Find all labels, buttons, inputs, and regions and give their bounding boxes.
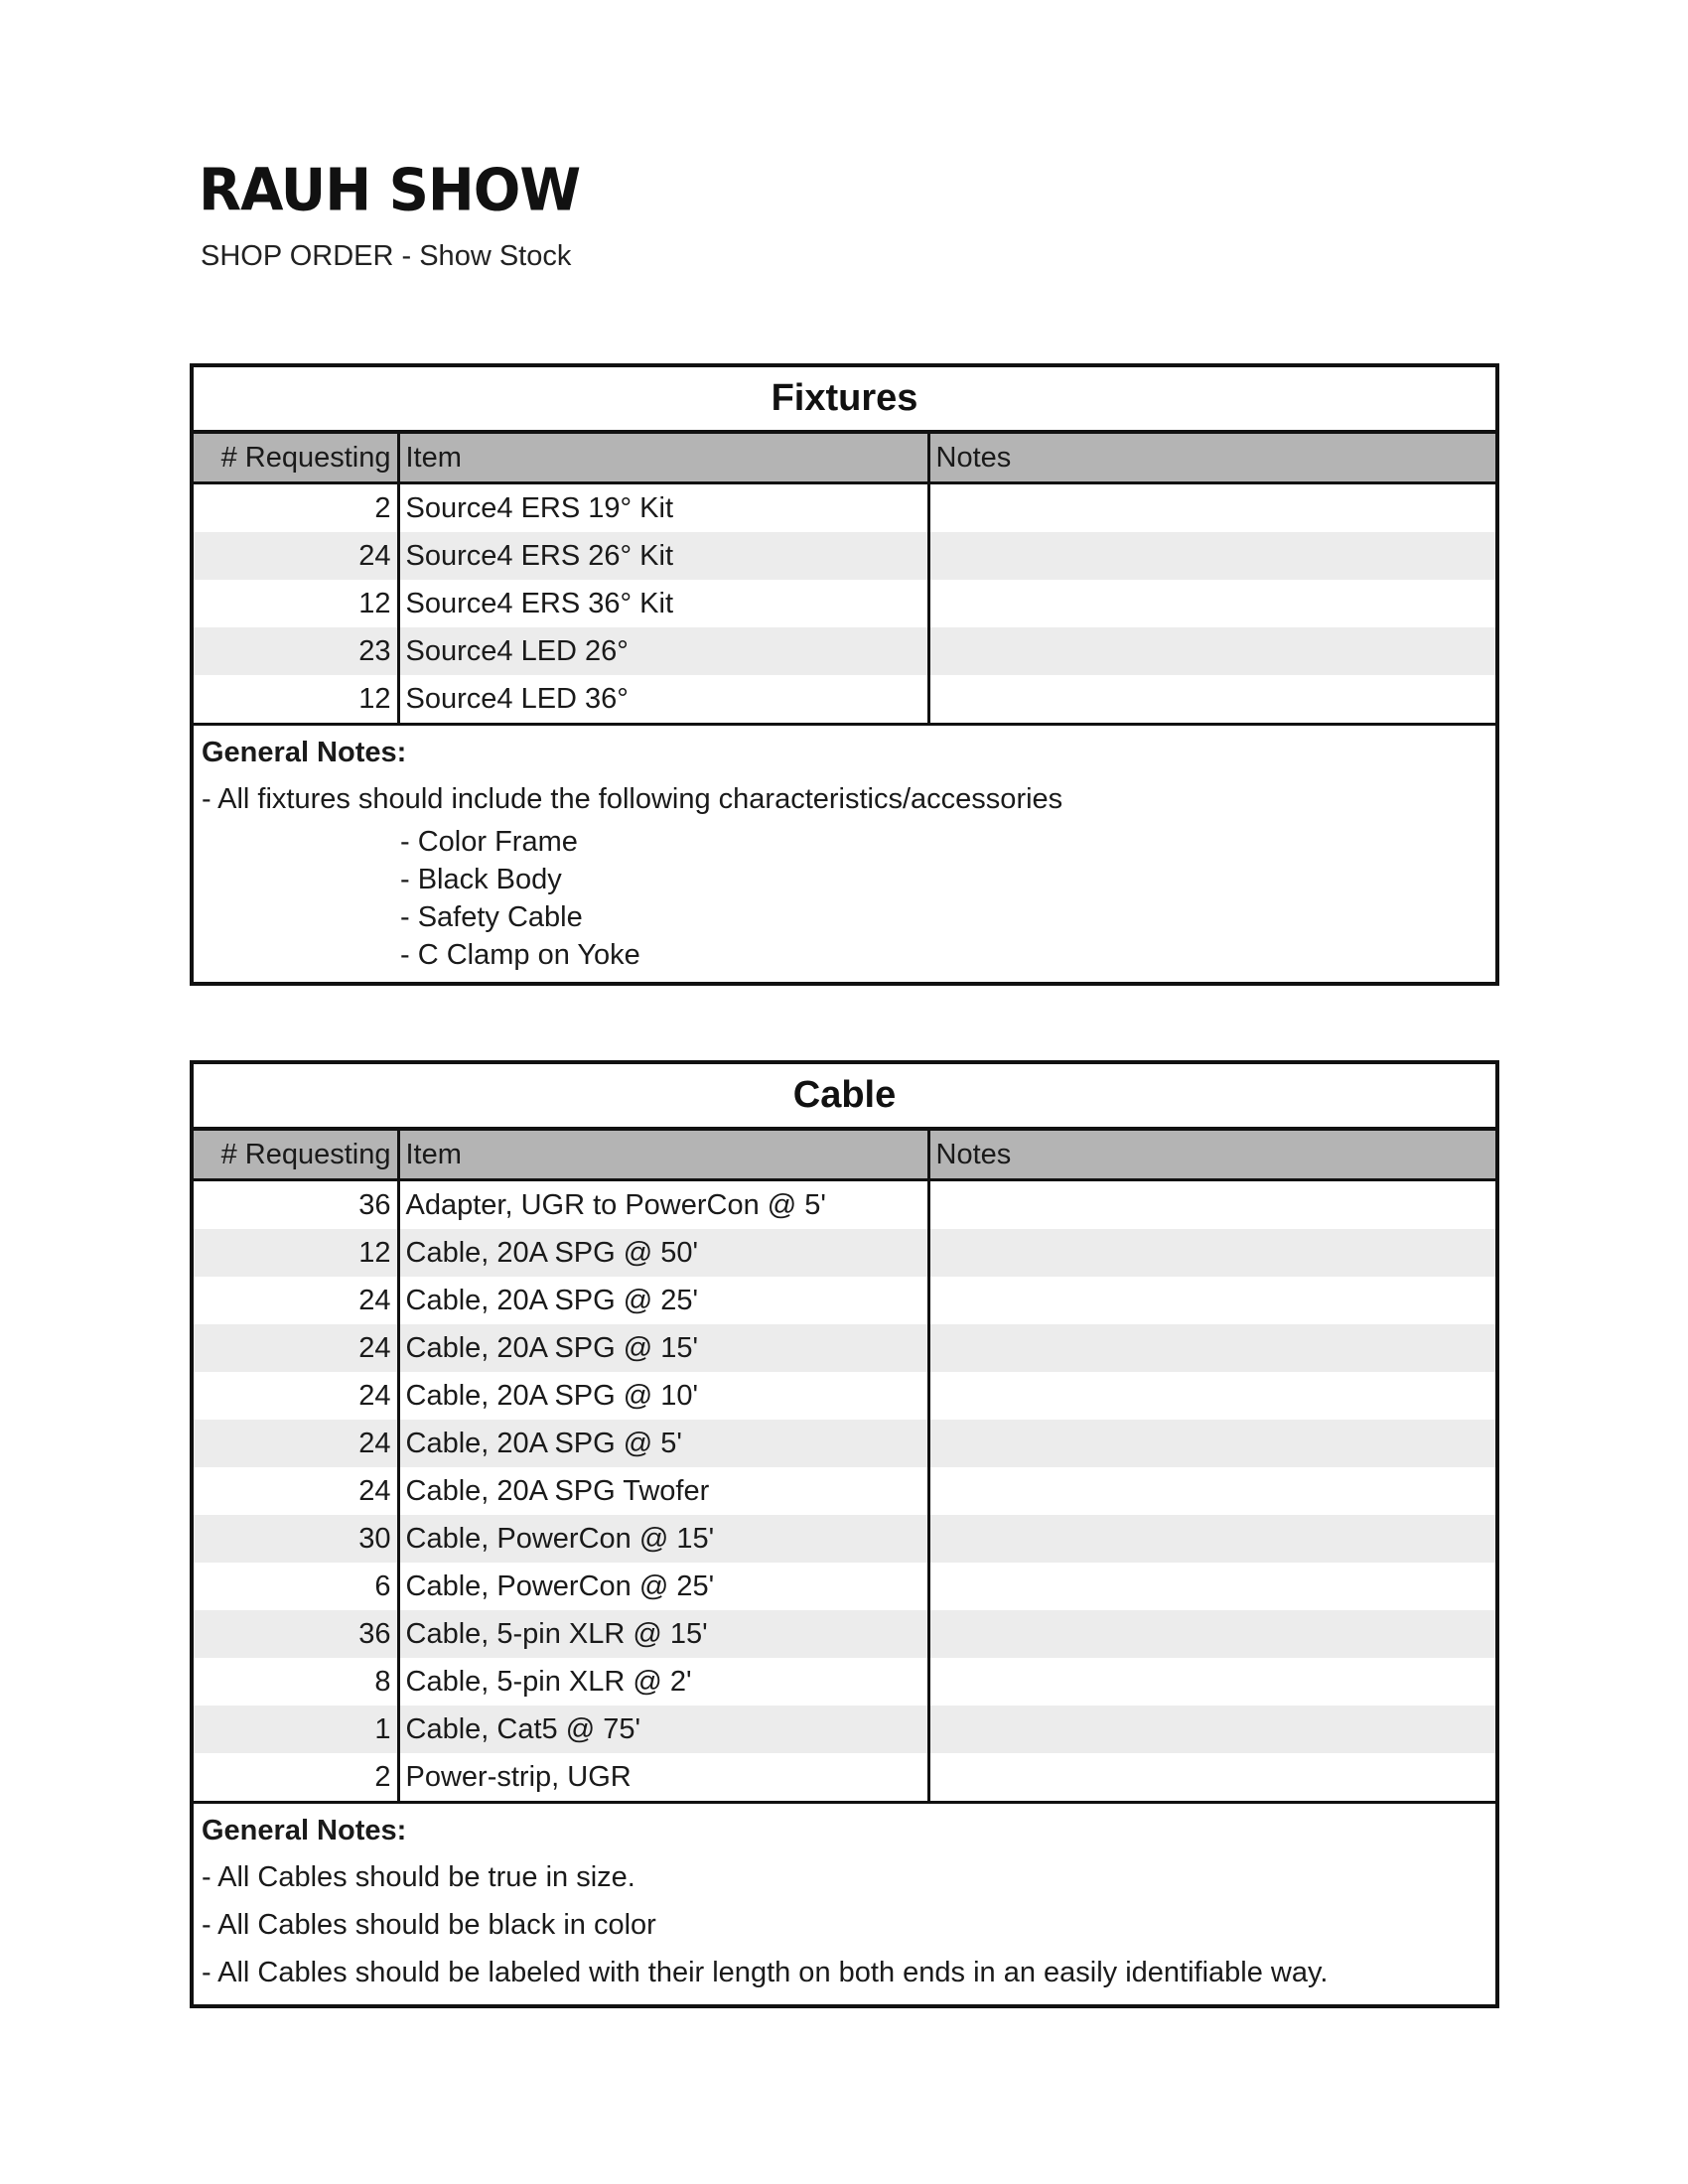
item-cell: Cable, 20A SPG @ 50' <box>398 1229 928 1277</box>
fixtures-table <box>194 434 1495 723</box>
notes-cell <box>928 483 1495 533</box>
item-cell: Cable, 20A SPG @ 15' <box>398 1324 928 1372</box>
qty-cell: 12 <box>194 675 398 723</box>
item-cell: Source4 LED 36° <box>398 675 928 723</box>
table-row <box>194 1277 1495 1324</box>
general-note: - All fixtures should include the following characteristics/accessories <box>202 783 1063 815</box>
item-cell: Cable, PowerCon @ 25' <box>398 1563 928 1610</box>
fixtures-header-row <box>194 434 1495 483</box>
qty-cell: 24 <box>194 1324 398 1372</box>
qty-cell: 24 <box>194 1277 398 1324</box>
cable-table <box>194 1131 1495 1801</box>
column-header-qty: # Requesting <box>194 434 398 483</box>
notes-cell <box>928 675 1495 723</box>
qty-cell: 12 <box>194 580 398 627</box>
notes-cell <box>928 1563 1495 1610</box>
column-header-notes: Notes <box>928 434 1495 483</box>
qty-cell: 2 <box>194 483 398 533</box>
general-notes-label: General Notes: <box>202 1815 407 1846</box>
table-row <box>194 1610 1495 1658</box>
qty-cell: 23 <box>194 627 398 675</box>
page-subtitle: SHOP ORDER - Show Stock <box>201 240 572 272</box>
table-row <box>194 1753 1495 1801</box>
table-row <box>194 532 1495 580</box>
notes-cell <box>928 1180 1495 1230</box>
general-notes-label: General Notes: <box>202 737 407 768</box>
accessory-item: - Safety Cable <box>400 901 583 933</box>
item-cell: Adapter, UGR to PowerCon @ 5' <box>398 1180 928 1230</box>
item-cell: Cable, 20A SPG @ 25' <box>398 1277 928 1324</box>
column-header-item: Item <box>398 1131 928 1180</box>
column-header-qty: # Requesting <box>194 1131 398 1180</box>
notes-cell <box>928 1706 1495 1753</box>
notes-cell <box>928 1515 1495 1563</box>
general-note: - All Cables should be labeled with their length on both ends in an easily identifiable way. <box>202 1957 1329 1988</box>
qty-cell: 36 <box>194 1610 398 1658</box>
notes-cell <box>928 532 1495 580</box>
table-row <box>194 580 1495 627</box>
table-row <box>194 1706 1495 1753</box>
notes-cell <box>928 1467 1495 1515</box>
page-title: RAUH SHOW <box>199 157 581 225</box>
table-row <box>194 1324 1495 1372</box>
item-cell: Cable, 20A SPG @ 5' <box>398 1420 928 1467</box>
notes-cell <box>928 1277 1495 1324</box>
notes-cell <box>928 1420 1495 1467</box>
accessory-item: - C Clamp on Yoke <box>400 939 640 971</box>
table-row <box>194 627 1495 675</box>
qty-cell: 2 <box>194 1753 398 1801</box>
accessory-item: - Black Body <box>400 864 562 895</box>
table-row <box>194 1515 1495 1563</box>
notes-cell <box>928 1324 1495 1372</box>
table-row <box>194 1229 1495 1277</box>
item-cell: Cable, 5-pin XLR @ 2' <box>398 1658 928 1706</box>
cable-panel <box>190 1060 1499 2008</box>
qty-cell: 30 <box>194 1515 398 1563</box>
table-row <box>194 1372 1495 1420</box>
cable-title: Cable <box>194 1064 1495 1131</box>
qty-cell: 12 <box>194 1229 398 1277</box>
qty-cell: 8 <box>194 1658 398 1706</box>
cable-header-row <box>194 1131 1495 1180</box>
item-cell: Source4 ERS 26° Kit <box>398 532 928 580</box>
notes-cell <box>928 1753 1495 1801</box>
item-cell: Cable, Cat5 @ 75' <box>398 1706 928 1753</box>
item-cell: Source4 LED 26° <box>398 627 928 675</box>
qty-cell: 6 <box>194 1563 398 1610</box>
notes-cell <box>928 1372 1495 1420</box>
item-cell: Source4 ERS 19° Kit <box>398 483 928 533</box>
item-cell: Power-strip, UGR <box>398 1753 928 1801</box>
general-note: - All Cables should be black in color <box>202 1909 656 1941</box>
item-cell: Cable, 5-pin XLR @ 15' <box>398 1610 928 1658</box>
cable-general-notes <box>194 1801 1495 2004</box>
table-row <box>194 1658 1495 1706</box>
table-row <box>194 1467 1495 1515</box>
qty-cell: 24 <box>194 532 398 580</box>
qty-cell: 36 <box>194 1180 398 1230</box>
item-cell: Cable, 20A SPG Twofer <box>398 1467 928 1515</box>
column-header-item: Item <box>398 434 928 483</box>
fixtures-title: Fixtures <box>194 367 1495 434</box>
general-note: - All Cables should be true in size. <box>202 1861 635 1893</box>
item-cell: Source4 ERS 36° Kit <box>398 580 928 627</box>
notes-cell <box>928 1229 1495 1277</box>
item-cell: Cable, PowerCon @ 15' <box>398 1515 928 1563</box>
notes-cell <box>928 1658 1495 1706</box>
fixtures-general-notes <box>194 723 1495 982</box>
notes-cell <box>928 627 1495 675</box>
table-row <box>194 1180 1495 1230</box>
table-row <box>194 1563 1495 1610</box>
table-row <box>194 483 1495 533</box>
fixtures-panel <box>190 363 1499 986</box>
accessory-item: - Color Frame <box>400 826 578 858</box>
notes-cell <box>928 1610 1495 1658</box>
qty-cell: 24 <box>194 1372 398 1420</box>
table-row <box>194 675 1495 723</box>
qty-cell: 1 <box>194 1706 398 1753</box>
table-row <box>194 1420 1495 1467</box>
notes-cell <box>928 580 1495 627</box>
qty-cell: 24 <box>194 1420 398 1467</box>
qty-cell: 24 <box>194 1467 398 1515</box>
accessories-list <box>202 823 1487 974</box>
column-header-notes: Notes <box>928 1131 1495 1180</box>
item-cell: Cable, 20A SPG @ 10' <box>398 1372 928 1420</box>
